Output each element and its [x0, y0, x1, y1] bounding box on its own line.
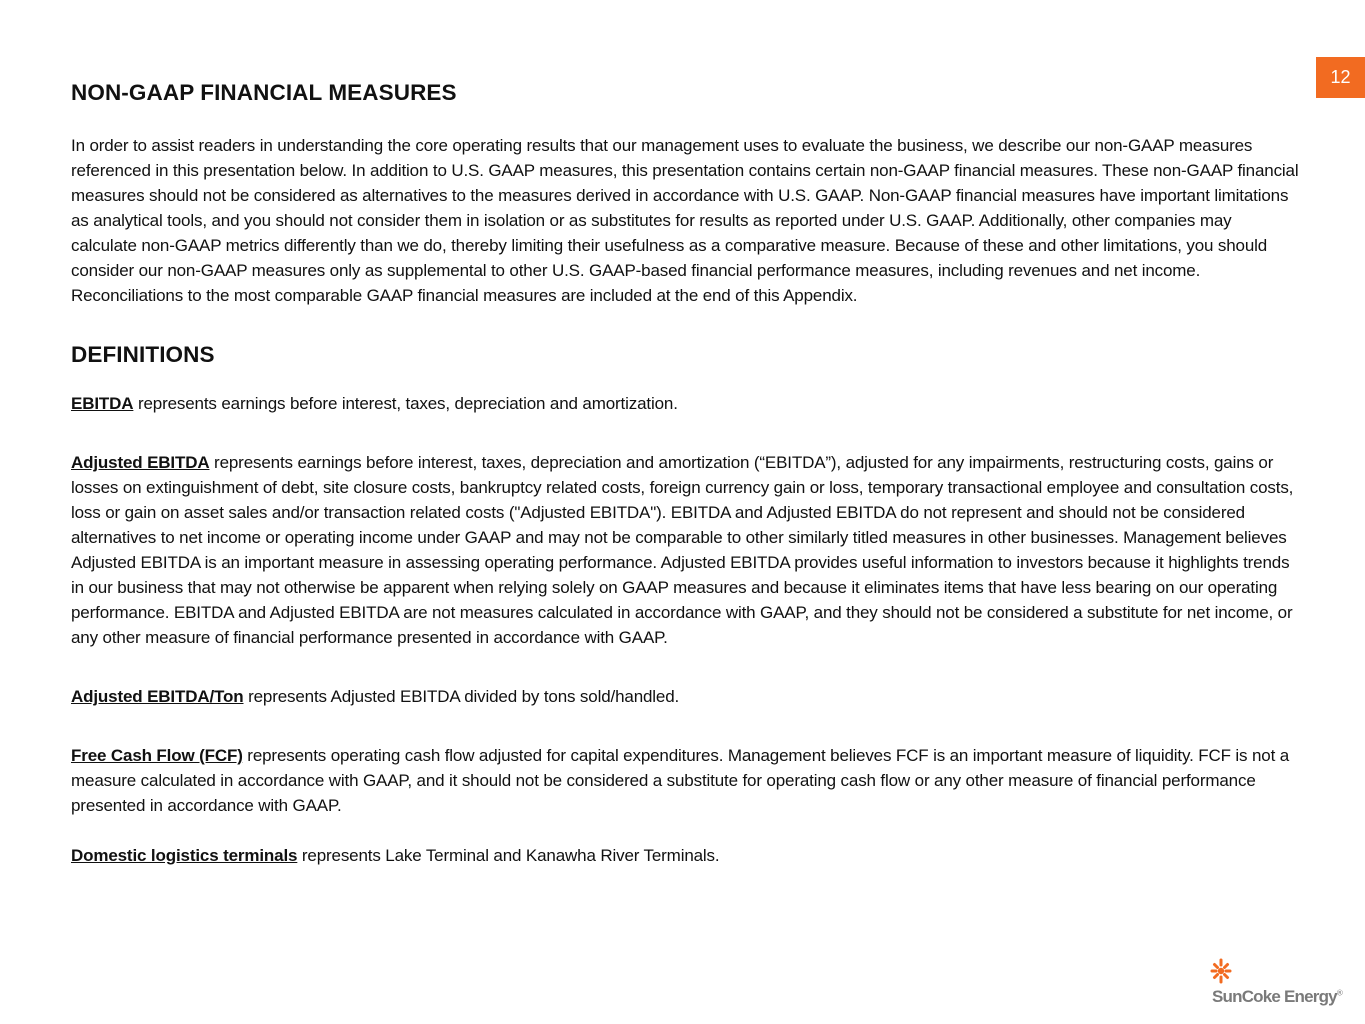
definition-text: represents Adjusted EBITDA divided by tons sold/handled. — [243, 687, 680, 706]
sun-icon — [1210, 958, 1232, 984]
definition-text: represents operating cash flow adjusted for capital expenditures. Management believes FCF is an important measure of liquidity. FCF is not a measure calculated in accordance with GAAP, and it should not be considered a substitute for operating cash flow or any other measure of financial performance presented in accordance with GAAP. — [71, 746, 1290, 815]
intro-paragraph: In order to assist readers in understanding the core operating results that our management uses to evaluate the business, we describe our non-GAAP measures referenced in this presentation below. In addition to U.S. GAAP measures, this presentation contains certain non-GAAP financial measures. These non-GAAP financial measures should not be considered as alternatives to the measures derived in accordance with U.S. GAAP. Non-GAAP financial measures have important limitations as analytical tools, and you should not consider them in isolation or as substitutes for results as reported under U.S. GAAP. Additionally, other companies may calculate non-GAAP metrics differently than we do, thereby limiting their usefulness as a comparative measure. Because of these and other limitations, you should consider our non-GAAP measures only as supplemental to other U.S. GAAP-based financial performance measures, including revenues and net income. Reconciliations to the most comparable GAAP financial measures are included at the end of this Appendix. — [71, 136, 1299, 305]
section-title-definitions: DEFINITIONS — [71, 342, 215, 367]
company-logo — [1210, 958, 1342, 1010]
definition-domestic-logistics-terminals — [71, 843, 1301, 868]
definition-ebitda — [71, 391, 1301, 416]
definition-term: Domestic logistics terminals — [71, 846, 298, 865]
logo-wordmark: SunCoke Energy® — [1212, 987, 1342, 1006]
definition-term: EBITDA — [71, 394, 134, 413]
definition-adjusted-ebitda-ton — [71, 684, 1301, 709]
page-number-badge: 12 — [1316, 57, 1365, 98]
definition-text: represents Lake Terminal and Kanawha River Terminals. — [297, 846, 720, 865]
definition-text: represents earnings before interest, taxes, depreciation and amortization. — [133, 394, 678, 413]
definition-adjusted-ebitda — [71, 450, 1301, 650]
section-title-non-gaap: NON-GAAP FINANCIAL MEASURES — [71, 80, 457, 105]
definition-term: Adjusted EBITDA — [71, 453, 210, 472]
definition-term: Adjusted EBITDA/Ton — [71, 687, 244, 706]
definition-text: represents earnings before interest, taxes, depreciation and amortization (“EBITDA”), adjusted for any impairments, restructuring costs, gains or losses on extinguishment of debt, site closure costs, bankruptcy related costs, foreign currency gain or loss, temporary transactional employee and consultation costs, loss or gain on asset sales and/or transaction related costs ("Adjusted EBITDA"). EBITDA and Adjusted EBITDA do not represent and should not be considered alternatives to net income or operating income under GAAP and may not be comparable to other similarly titled measures in other businesses. Management believes Adjusted EBITDA is an important measure in assessing operating performance. Adjusted EBITDA provides useful information to investors because it highlights trends in our business that may not otherwise be apparent when relying solely on GAAP measures and because it eliminates items that have less bearing on our operating performance. EBITDA and Adjusted EBITDA are not measures calculated in accordance with GAAP, and they should not be considered a substitute for net income, or any other measure of financial performance presented in accordance with GAAP. — [71, 453, 1294, 647]
main-content — [71, 78, 1301, 868]
definition-free-cash-flow — [71, 743, 1301, 818]
definition-term: Free Cash Flow (FCF) — [71, 746, 243, 765]
